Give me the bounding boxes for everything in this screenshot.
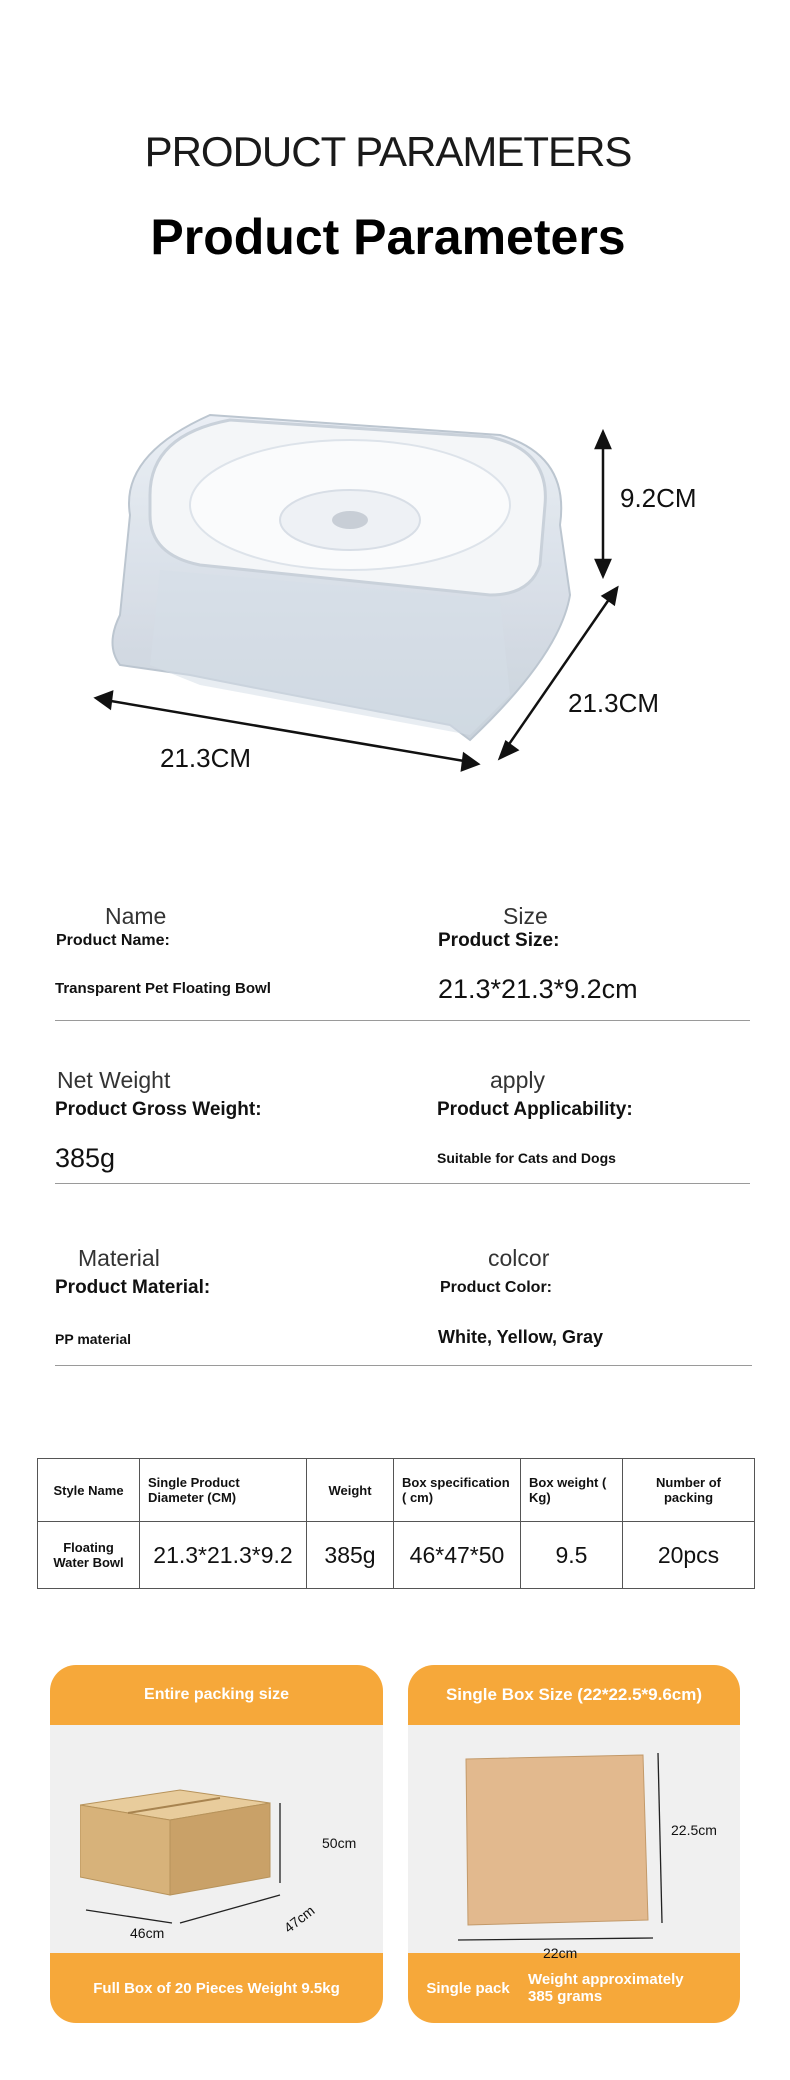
spec-table [37,1458,755,1589]
table-cell: 385g [307,1522,394,1589]
divider [55,1020,750,1021]
applicability-value: Suitable for Cats and Dogs [437,1150,616,1166]
box-depth-label: 47cm [280,1902,318,1936]
table-header-cell: Number of packing [623,1459,755,1522]
divider [55,1365,752,1366]
material-label: Product Material: [55,1277,211,1298]
name-caption: Name [105,903,167,929]
page-subtitle: PRODUCT PARAMETERS [144,128,632,175]
size-caption: Size [503,903,548,929]
color-caption: colcor [488,1245,550,1271]
material-caption: Material [78,1245,160,1271]
dimension-arrows [0,420,790,780]
table-cell: Floating Water Bowl [38,1522,140,1589]
table-cell: 9.5 [521,1522,623,1589]
card-title: Single Box Size (22*22.5*9.6cm) [445,1685,703,1704]
table-header-row [38,1459,755,1522]
height-dimension-label: 9.2CM [620,483,697,513]
table-row [38,1522,755,1589]
card-body [50,1725,383,1953]
table-header-cell: Box weight ( Kg) [521,1459,623,1522]
table-cell: 21.3*21.3*9.2 [140,1522,307,1589]
net-weight-caption: Net Weight [57,1067,171,1093]
width-dimension-label: 21.3CM [160,743,252,773]
box-width-label: 46cm [130,1925,165,1941]
single-box-card [408,1665,740,2023]
gross-weight-value: 385g [55,1143,116,1173]
table-cell: 46*47*50 [394,1522,521,1589]
product-size-label: Product Size: [438,930,560,951]
depth-dimension-label: 21.3CM [568,688,660,718]
applicability-label: Product Applicability: [437,1099,633,1120]
apply-caption: apply [490,1067,545,1093]
card-body [408,1725,740,1961]
gross-weight-label: Product Gross Weight: [55,1099,262,1120]
material-value: PP material [55,1331,132,1347]
table-header-cell: Single Product Diameter (CM) [140,1459,307,1522]
single-box-width-label: 22cm [543,1945,578,1961]
color-label: Product Color: [440,1279,552,1296]
divider [55,1183,750,1184]
table-header-cell: Style Name [38,1459,140,1522]
product-size-value: 21.3*21.3*9.2cm [438,974,638,1004]
single-box-height-label: 22.5cm [671,1822,717,1838]
box-dimension-arrows [80,1795,370,1945]
card-title: Entire packing size [144,1686,289,1703]
single-box-dimension-arrows [448,1745,718,1965]
single-pack-weight: Weight approximately 385 grams [528,1971,684,2005]
table-header-cell: Weight [307,1459,394,1522]
table-header-cell: Box specification ( cm) [394,1459,521,1522]
entire-packing-card [50,1665,383,2023]
product-name-value: Transparent Pet Floating Bowl [55,980,271,997]
page-title: Product Parameters [150,209,626,265]
box-height-label: 50cm [322,1835,357,1851]
card-footer: Full Box of 20 Pieces Weight 9.5kg [93,1979,340,1997]
table-cell: 20pcs [623,1522,755,1589]
product-name-label: Product Name: [56,932,170,949]
color-value: White, Yellow, Gray [438,1327,604,1347]
single-pack-label: Single pack [426,1979,510,1997]
